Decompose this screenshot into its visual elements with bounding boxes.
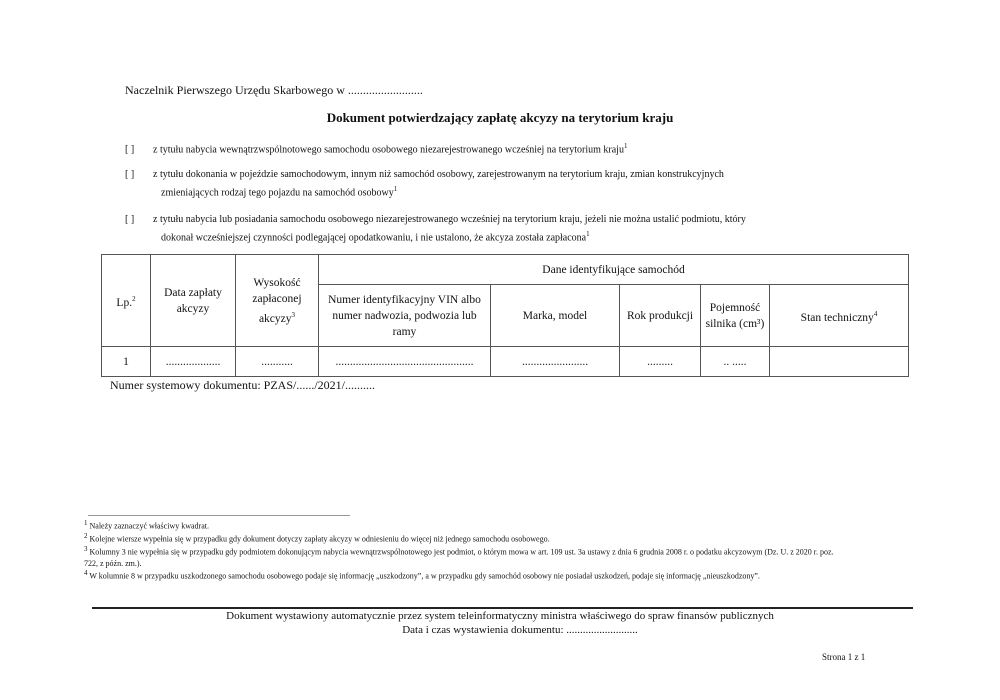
footer-issue-datetime: Data i czas wystawienia dokumentu: .......................... (402, 624, 638, 636)
cell-date[interactable]: ................... (151, 347, 236, 377)
footnote-2: $^2$ Kolejne wiersze wypełnia się w przypadku gdy dokument dotyczy zapłaty akcyzy w odniesieniu do więcej niż jednego samochodu osobowego. (84, 532, 550, 544)
footer-issued-by: Dokument wystawiony automatycznie przez system teleinformatyczny ministra właściwego do spraw finansów publicznych (226, 610, 774, 622)
option-3-text: z tytułu nabycia lub posiadania samochodu osobowego niezarejestrowanego wcześniej na terytorium kraju, jeżeli nie można ustalić podmiotu, który (153, 214, 746, 225)
header-lp: Lp.$^2$ (102, 255, 151, 347)
footer-divider (92, 607, 913, 609)
cell-year[interactable]: ......... (620, 347, 701, 377)
vehicle-table (101, 254, 909, 377)
cell-amount[interactable]: ........... (236, 347, 319, 377)
option-2-text: z tytułu dokonania w pojeździe samochodowym, innym niż samochód osobowy, zarejestrowanym na terytorium kraju, zmian konstrukcyjnych (153, 169, 724, 180)
header-make-model: Marka, model (491, 285, 620, 347)
document-title: Dokument potwierdzający zapłatę akcyzy na terytorium kraju (326, 110, 674, 125)
checkbox-option-3[interactable]: [ ] (125, 214, 135, 225)
footnote-3: $^3$ Kolumny 3 nie wypełnia się w przypadku gdy podmiotem dokonującym nabycia wewnątrzwspólnotowego jest podmiot, o którym mowa w art. 109 ust. 3a ustawy z dnia 6 grudnia 2008 r. o podatku akcyzowym (Dz. U. z 2020 r. poz. 722, z późn. zm.). (84, 545, 834, 568)
table-row (102, 347, 909, 377)
header-condition: Stan techniczny$^4$ (770, 285, 909, 347)
addressee-line: Naczelnik Pierwszego Urzędu Skarbowego w ......................... (125, 83, 423, 97)
header-engine-capacity: Pojemność silnika (cm³) (701, 285, 770, 347)
checkbox-option-1[interactable]: [ ] (125, 144, 135, 156)
cell-condition[interactable] (770, 347, 909, 377)
cell-engine[interactable]: .. ..... (701, 347, 770, 377)
header-vehicle-data: Dane identyfikujące samochód (319, 255, 909, 285)
option-2 (125, 167, 877, 200)
option-1 (125, 139, 885, 157)
option-2-text-cont: zmieniających rodzaj tego pojazdu na samochód osobowy (161, 187, 394, 199)
option-3 (125, 212, 877, 245)
footnote-4: $^4$ W kolumnie 8 w przypadku uszkodzonego samochodu osobowego podaje się informację „uszkodzony”, a w przypadku gdy samochód osobowy nie posiadał uszkodzeń, podaje się informację „nieuszkodzony”. (84, 569, 760, 581)
option-1-text: z tytułu nabycia wewnątrzwspólnotowego samochodu osobowego niezarejestrowanego wcześniej na terytorium kraju (153, 144, 624, 156)
header-production-year: Rok produkcji (620, 285, 701, 347)
footnote-ref: 1 (586, 230, 590, 238)
footnote-ref: 1 (623, 142, 628, 150)
option-3-text-cont: dokonał wcześniejszej czynności podlegającej opodatkowaniu, i nie ustalono, że akcyza została zapłacona (161, 232, 587, 244)
header-payment-date: Data zapłaty akcyzy (151, 255, 236, 347)
cell-lp: 1 (102, 347, 151, 377)
header-excise-amount: Wysokość zapłaconej akcyzy$^3$ (236, 255, 319, 347)
cell-vin[interactable]: ................................................ (319, 347, 491, 377)
header-vin: Numer identyfikacyjny VIN albo numer nadwozia, podwozia lub ramy (319, 285, 491, 347)
footnote-ref: 1 (393, 185, 398, 193)
footnote-1: $^1$ Należy zaznaczyć właściwy kwadrat. (84, 519, 209, 531)
cell-make[interactable]: ....................... (491, 347, 620, 377)
document-number: Numer systemowy dokumentu: PZAS/....../2021/.......... (110, 378, 375, 392)
footnote-divider (88, 515, 350, 516)
page-number: Strona 1 z 1 (822, 652, 866, 662)
checkbox-option-2[interactable]: [ ] (125, 169, 135, 180)
